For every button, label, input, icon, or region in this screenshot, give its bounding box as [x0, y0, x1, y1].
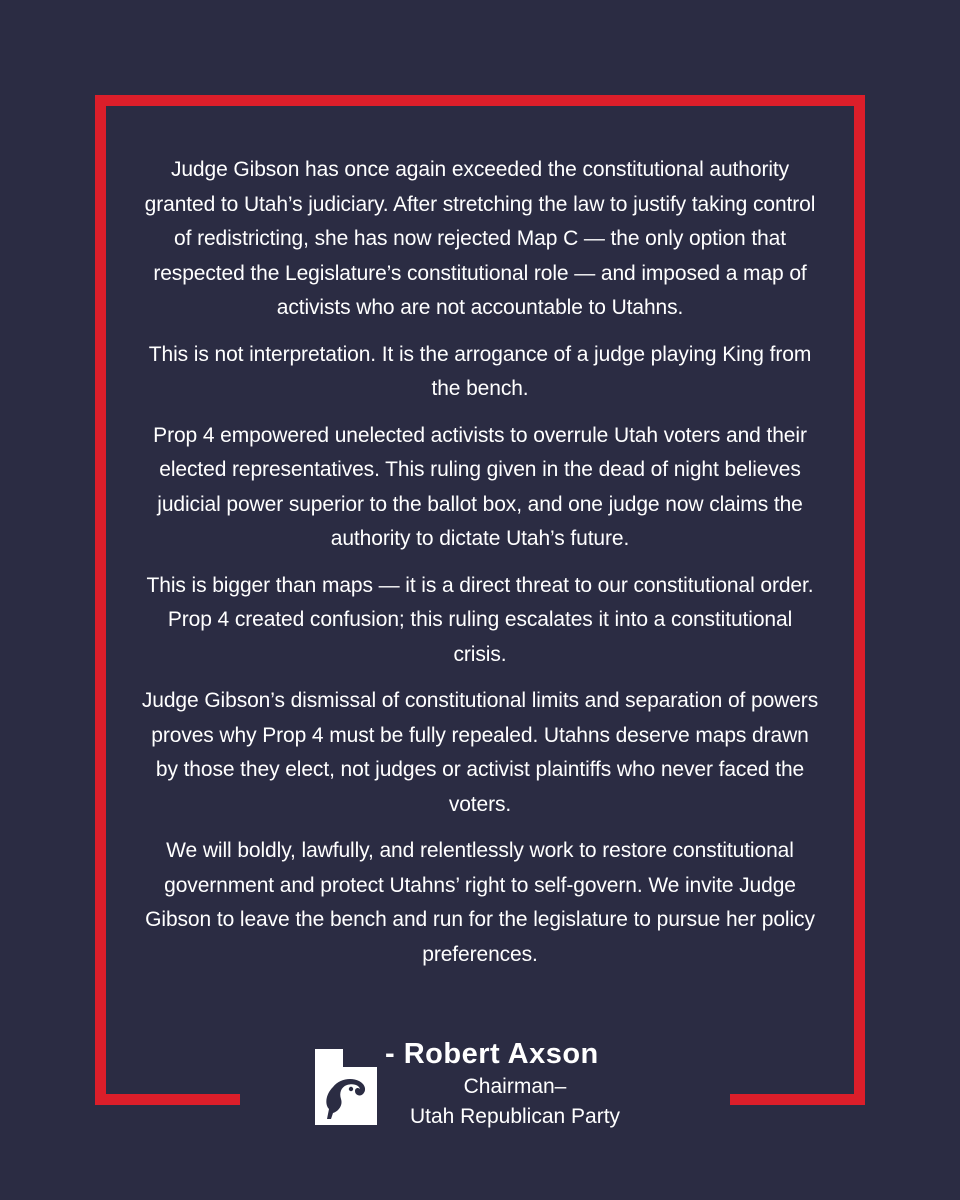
signatory-title-line-2: Utah Republican Party [409, 1105, 621, 1128]
signature-block [385, 1036, 665, 1132]
signatory-name: - Robert Axson [385, 1038, 599, 1070]
frame-bottom-left-border [95, 1094, 240, 1105]
utah-elephant-logo-icon [313, 1047, 379, 1127]
statement-body [140, 153, 820, 984]
statement-paragraph-3: Prop 4 empowered unelected activists to overrule Utah voters and their elected representatives. This ruling given in the dead of night believes judicial power superior to the ballot box, and one judge now claims the authority to dictate Utah’s future. [153, 423, 807, 550]
statement-paragraph-2: This is not interpretation. It is the arrogance of a judge playing King from the bench. [148, 342, 812, 400]
statement-paragraph-5: Judge Gibson’s dismissal of constitutional limits and separation of powers proves why Prop 4 must be fully repealed. Utahns deserve maps drawn by those they elect, not judges or activist plaintiffs who never faced the voters. [141, 689, 819, 816]
frame-right-border [854, 95, 865, 1105]
frame-top-border [95, 95, 865, 106]
statement-paragraph-6: We will boldly, lawfully, and relentlessly work to restore constitutional government and protect Utahns’ right to self-govern. We invite Judge Gibson to leave the bench and run for the legislature to pursue her policy preferences. [145, 839, 815, 966]
frame-bottom-right-border [730, 1094, 865, 1105]
signatory-title-line-1: Chairman– [463, 1075, 567, 1098]
frame-left-border [95, 95, 106, 1105]
statement-paragraph-4: This is bigger than maps — it is a direct threat to our constitutional order. Prop 4 created confusion; this ruling escalates it into a constitutional crisis. [146, 573, 814, 666]
statement-paragraph-1: Judge Gibson has once again exceeded the constitutional authority granted to Utah’s judiciary. After stretching the law to justify taking control of redistricting, she has now rejected Map C — the only option that respected the Legislature’s constitutional role — and imposed a map of activists who are not accountable to Utahns. [144, 158, 816, 319]
